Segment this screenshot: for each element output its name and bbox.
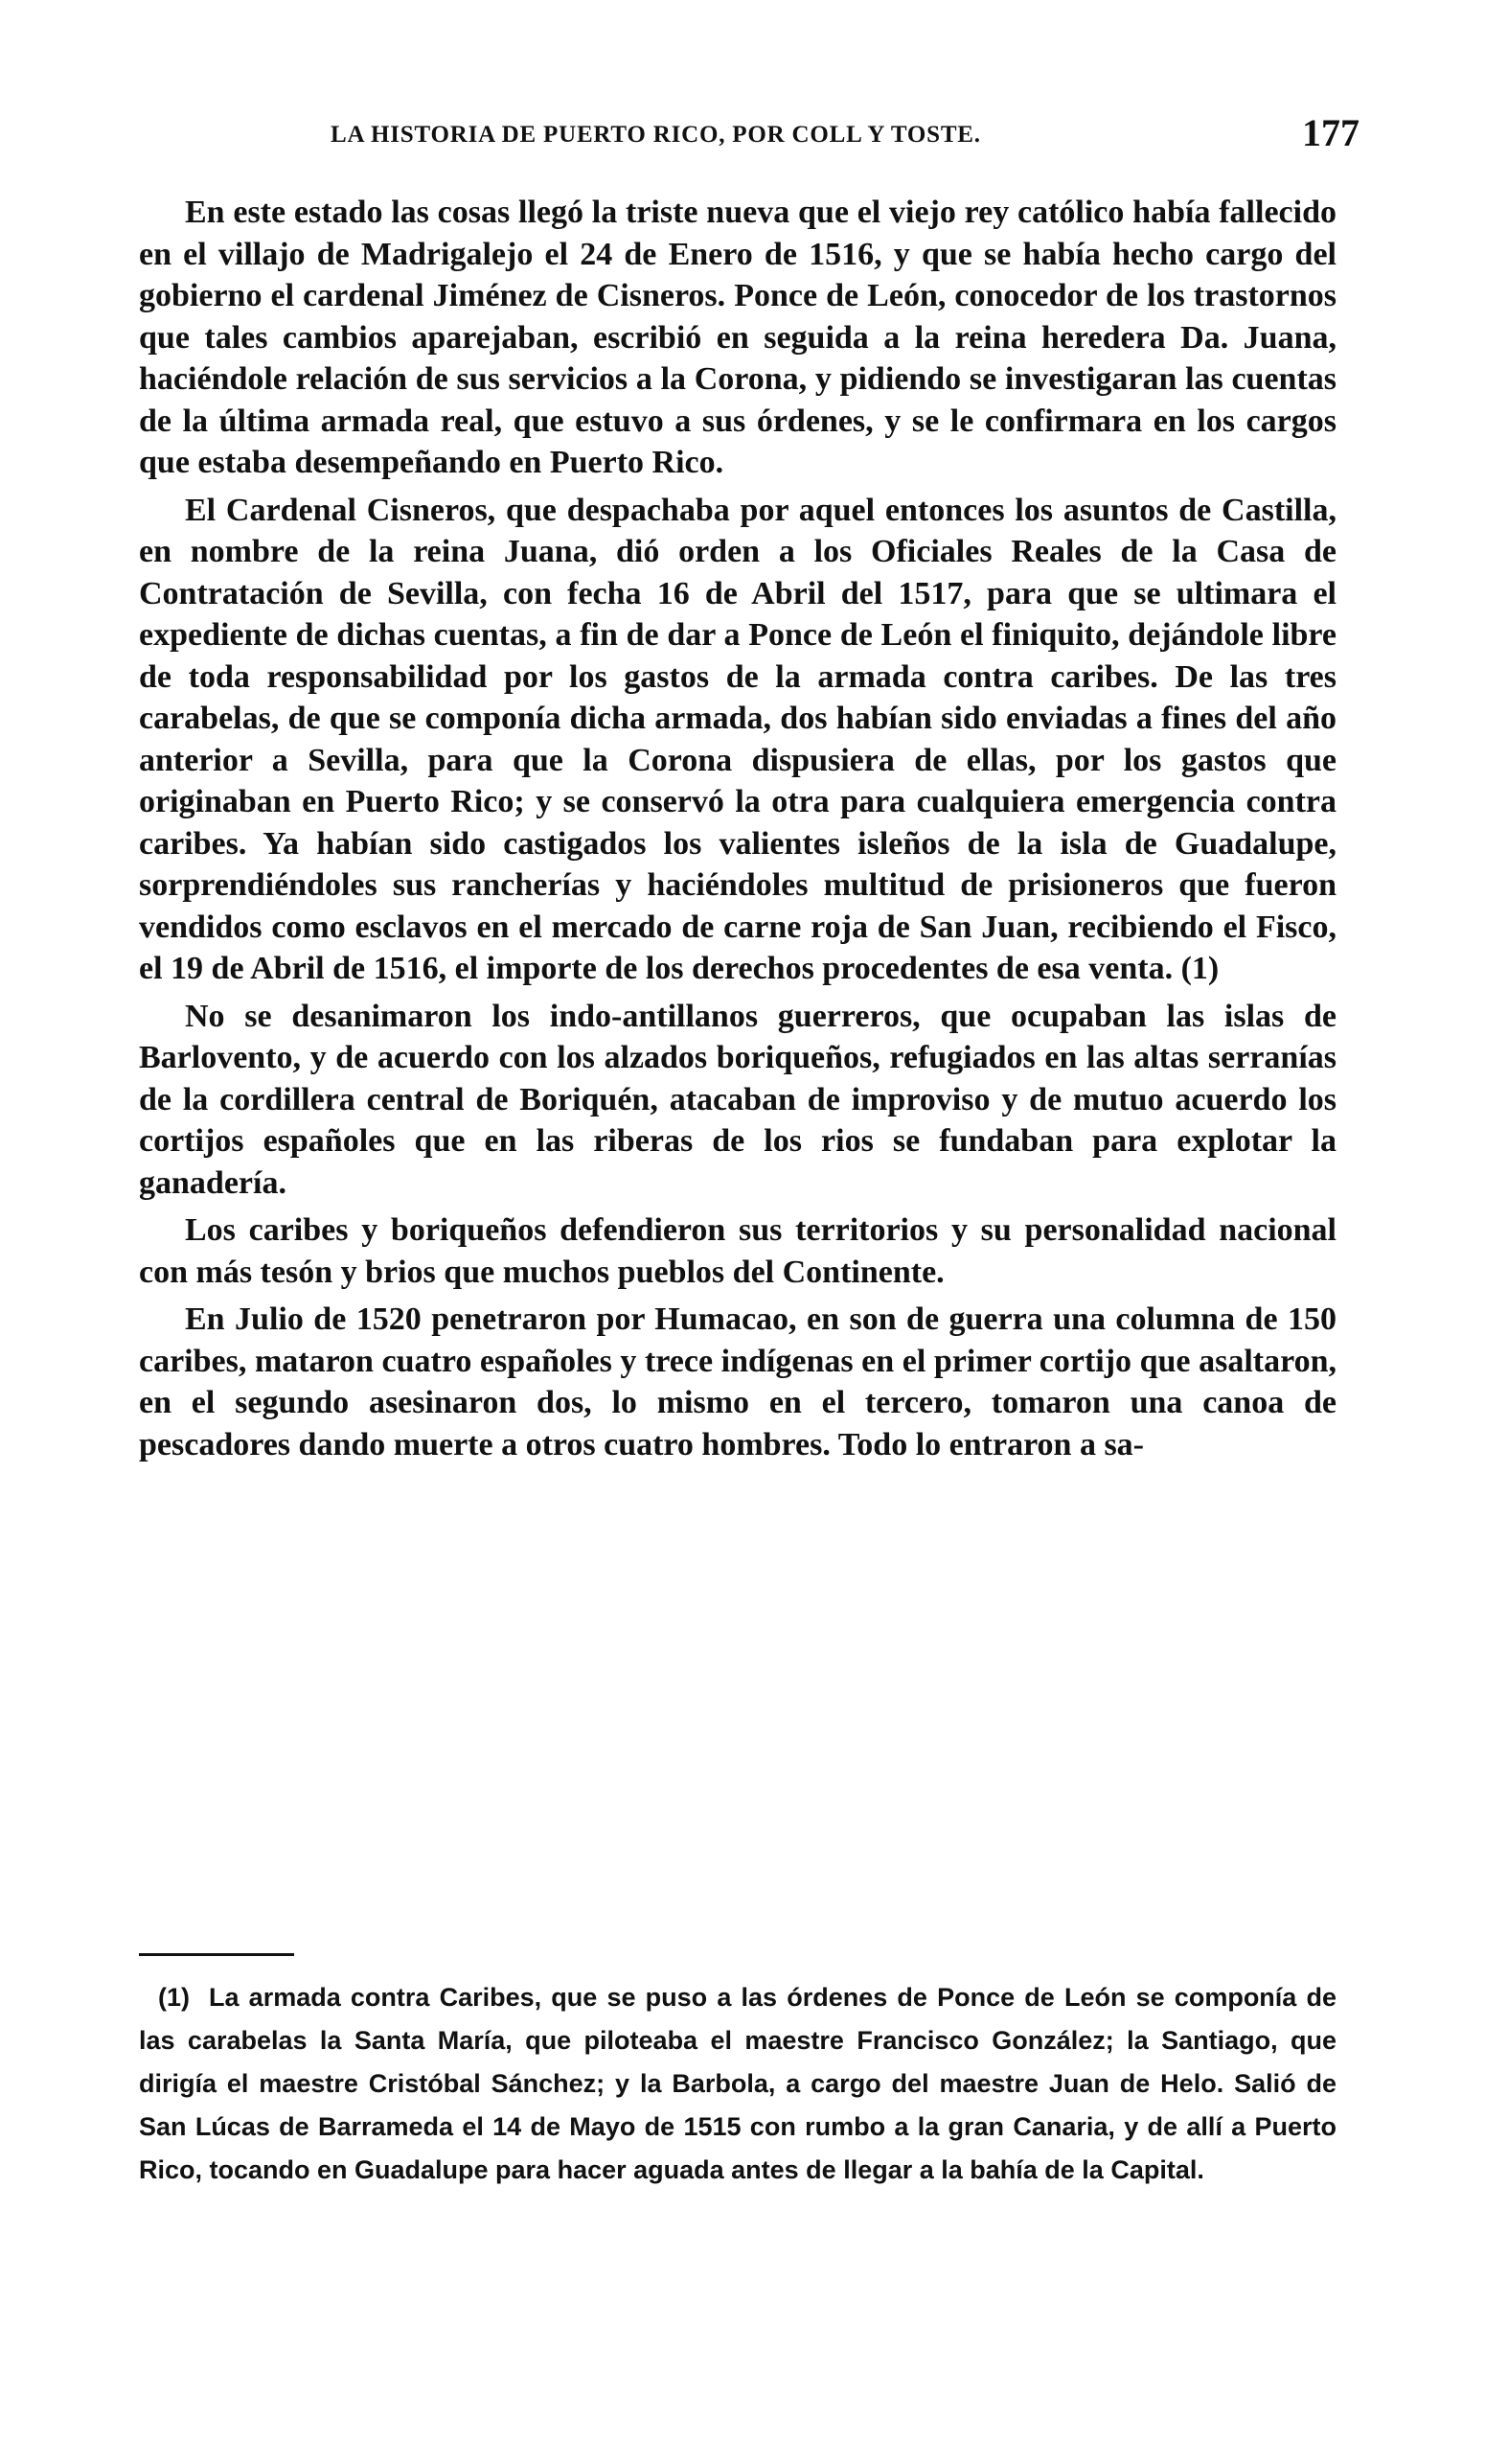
- paragraph-5: En Julio de 1520 penetraron por Humacao, en son de guerra una columna de 150 caribes, mataron cuatro españoles y trece indígenas en el primer cortijo que asaltaron, en el segundo asesinaron dos, lo mismo en el tercero, tomaron una canoa de pescadores dando muerte a otros cuatro hombres. Todo lo entraron a sa-: [139, 1301, 1337, 1462]
- footnote-divider: [139, 1953, 294, 1956]
- body-text: [139, 192, 1337, 1471]
- paragraph-4: Los caribes y boriqueños defendieron sus territorios y su personalidad nacional con más tesón y brios que muchos pueblos del Continente.: [139, 1212, 1337, 1290]
- footnote-text: La armada contra Caribes, que se puso a las órdenes de Ponce de León se componía de las carabelas la Santa María, que piloteaba el maestre Francisco González; la Santiago, que dirigía el maestre Cristóbal Sánchez; y la Barbola, a cargo del maestre Juan de Helo. Salió de San Lúcas de Barrameda el 14 de Mayo de 1515 con rumbo a la gran Canaria, y de allí a Puerto Rico, tocando en Guadalupe para hacer aguada antes de llegar a la bahía de la Capital.: [139, 1983, 1337, 2184]
- running-head: [139, 110, 1369, 168]
- footnote-marker: (1): [158, 1983, 190, 2012]
- running-title: LA HISTORIA DE PUERTO RICO, POR COLL Y TOSTE.: [331, 122, 981, 148]
- footnote: [139, 1976, 1337, 2192]
- paragraph-3: No se desanimaron los indo-antillanos guerreros, que ocupaban las islas de Barlovento, y de acuerdo con los alzados boriqueños, refugiados en las altas serranías de la cordillera central de Boriquén, atacaban de improviso y de mutuo acuerdo los cortijos españoles que en las riberas de los rios se fundaban para explotar la ganadería.: [139, 998, 1337, 1201]
- paragraph-1: En este estado las cosas llegó la triste nueva que el viejo rey católico había fallecido en el villajo de Madrigalejo el 24 de Enero de 1516, y que se había hecho cargo del gobierno el cardenal Jiménez de Cisneros. Ponce de León, conocedor de los trastornos que tales cambios aparejaban, escribió en seguida a la reina heredera Da. Juana, haciéndole relación de sus servicios a la Corona, y pidiendo se investigaran las cuentas de la última armada real, que estuvo a sus órdenes, y se le confirmara en los cargos que estaba desempeñando en Puerto Rico.: [139, 195, 1337, 480]
- paragraph-2: El Cardenal Cisneros, que despachaba por aquel entonces los asuntos de Castilla, en nombre de la reina Juana, dió orden a los Oficiales Reales de la Casa de Contratación de Sevilla, con fecha 16 de Abril del 1517, para que se ultimara el expediente de dichas cuentas, a fin de dar a Ponce de León el finiquito, dejándole libre de toda responsabilidad por los gastos de la armada contra caribes. De las tres carabelas, de que se componía dicha armada, dos habían sido enviadas a fines del año anterior a Sevilla, para que la Corona dispusiera de ellas, por los gastos que originaban en Puerto Rico; y se conservó la otra para cualquiera emergencia contra caribes. Ya habían sido castigados los valientes isleños de la isla de Guadalupe, sorprendiéndoles sus rancherías y haciéndoles multitud de prisioneros que fueron vendidos como esclavos en el mercado de carne roja de San Juan, recibiendo el Fisco, el 19 de Abril de 1516, el importe de los derechos procedentes de esa venta. (1): [139, 492, 1337, 986]
- page-number: 177: [1302, 111, 1359, 154]
